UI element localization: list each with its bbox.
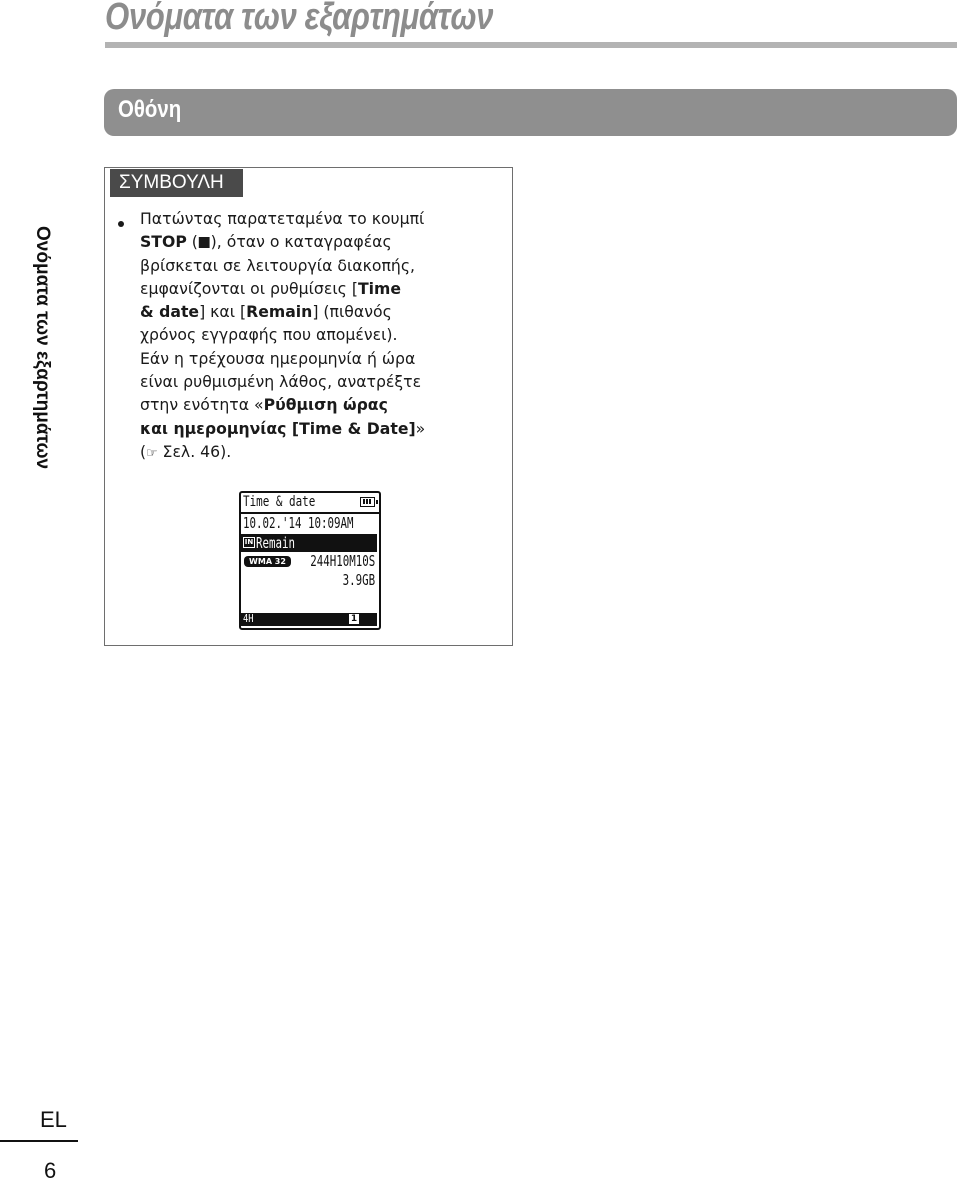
tip-line: Πατώντας παρατεταμένα το κουμπί bbox=[140, 209, 425, 228]
tip-label: ΣΥΜΒΟΥΛΗ bbox=[110, 169, 243, 197]
tip-line: στην ενότητα «Ρύθμιση ώρας bbox=[140, 395, 388, 415]
tip-line: εμφανίζονται οι ρυθμίσεις [Time bbox=[140, 278, 402, 298]
internal-memory-icon: IN bbox=[244, 538, 254, 546]
lcd-status-left: 4H bbox=[243, 612, 254, 625]
lcd-remain-label: Remain bbox=[256, 534, 296, 552]
lcd-screen bbox=[239, 491, 381, 630]
title-rule bbox=[105, 42, 957, 48]
tip-line: STOP ( ), όταν ο καταγραφέας bbox=[140, 232, 392, 252]
tip-line: & date] και [Remain] (πιθανός bbox=[140, 302, 392, 322]
tip-line: (☞ Σελ. 46). bbox=[140, 441, 232, 461]
tip-line: χρόνος εγγραφής που απομένει). bbox=[140, 325, 398, 345]
stop-icon bbox=[199, 237, 210, 248]
tip-line: είναι ρυθμισμένη λάθος, ανατρέξτε bbox=[140, 372, 422, 392]
tip-text bbox=[140, 207, 425, 463]
section-title: Οθόνη bbox=[118, 96, 182, 123]
battery-full-icon bbox=[360, 497, 375, 507]
language-code: EL bbox=[40, 1107, 67, 1132]
section-header-bar bbox=[104, 89, 957, 136]
bullet-icon bbox=[118, 221, 124, 227]
format-badge: WMA 32 bbox=[244, 556, 291, 567]
tip-line: και ημερομηνίας [Time & Date]» bbox=[140, 418, 426, 438]
lcd-capacity: 3.9GB bbox=[342, 571, 375, 589]
page-title: Ονόματα των εξαρτημάτων bbox=[105, 0, 494, 38]
side-tab-label: Ονόματα των εξαρτημάτων bbox=[32, 226, 53, 470]
lcd-datetime: 10.02.'14 10:09AM bbox=[243, 514, 354, 532]
footer-rule bbox=[0, 1140, 78, 1142]
pointing-hand-icon: ☞ bbox=[146, 445, 158, 461]
tip-line: βρίσκεται σε λειτουργία διακοπής, bbox=[140, 255, 416, 275]
lcd-status-right: 1 bbox=[350, 614, 358, 624]
lcd-title: Time & date bbox=[243, 494, 316, 510]
lcd-remain-time: 244H10M10S bbox=[309, 552, 375, 570]
page-number: 6 bbox=[44, 1158, 57, 1183]
tip-line: Εάν η τρέχουσα ημερομηνία ή ώρα bbox=[140, 348, 416, 368]
